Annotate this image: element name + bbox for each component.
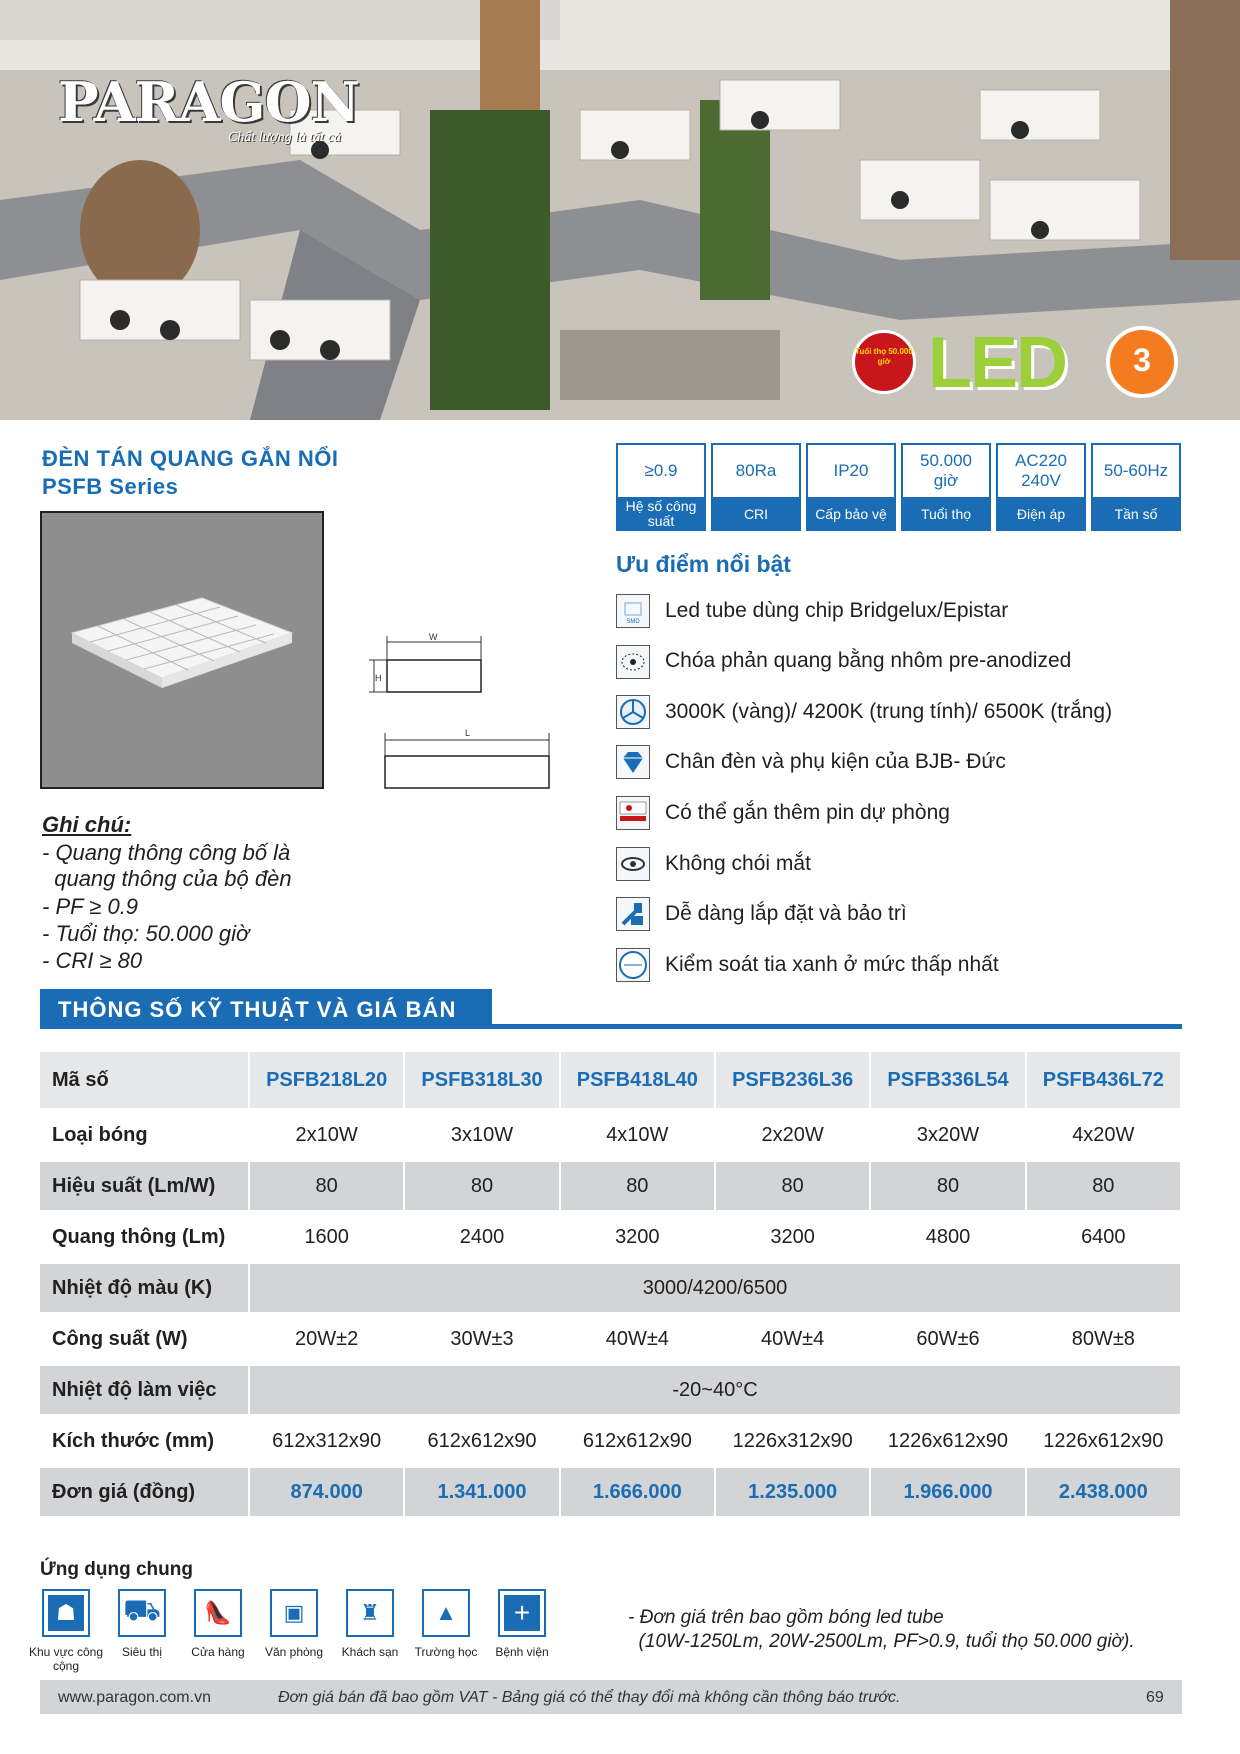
table-row <box>40 1162 1182 1213</box>
model-code: PSFB318L30 <box>405 1052 560 1111</box>
svg-text:SMD: SMD <box>626 619 640 625</box>
footer-disclaimer: Đơn giá bán đã bao gồm VAT - Bảng giá có thể thay đổi mà không cần thông báo trước. <box>278 1689 901 1706</box>
model-code: PSFB418L40 <box>561 1052 716 1111</box>
application-label: Cửa hàng <box>191 1645 245 1659</box>
color-temperature-icon <box>616 695 650 729</box>
reflector-icon <box>616 645 650 679</box>
table-row <box>40 1468 1182 1519</box>
table-cell: 612x612x90 <box>561 1417 716 1468</box>
advantage-text: Chân đèn và phụ kiện của BJB- Đức <box>665 750 1006 773</box>
table-row <box>40 1213 1182 1264</box>
tools-icon <box>616 897 650 931</box>
table-cell: 80 <box>716 1162 871 1213</box>
section-divider <box>40 1024 1182 1029</box>
table-cell: 80 <box>405 1162 560 1213</box>
office-computer-icon: ▣ <box>270 1589 318 1637</box>
high-heel-icon: 👠 <box>194 1589 242 1637</box>
website-link[interactable]: www.paragon.com.vn <box>58 1689 211 1706</box>
table-cell: 80 <box>871 1162 1026 1213</box>
shopping-cart-icon: ⛟ <box>118 1589 166 1637</box>
public-area-icon: ☗ <box>42 1589 90 1637</box>
smd-chip-icon <box>616 594 650 628</box>
application-label: Khách sạn <box>341 1645 399 1659</box>
model-code: PSFB236L36 <box>716 1052 871 1111</box>
spec-label: Tần số <box>1093 497 1179 531</box>
length-label: L <box>465 728 471 738</box>
table-cell: 80 <box>561 1162 716 1213</box>
table-cell: 3200 <box>716 1213 871 1264</box>
table-cell: 4x10W <box>561 1111 716 1162</box>
note-line: - PF ≥ 0.9 <box>42 894 139 919</box>
advantage-text: Không chói mắt <box>665 852 811 875</box>
spec-label: CRI <box>713 497 799 531</box>
table-cell: 1600 <box>250 1213 405 1264</box>
price-cell: 874.000 <box>250 1468 405 1519</box>
table-cell: 1226x612x90 <box>1027 1417 1182 1468</box>
price-cell: 1.666.000 <box>561 1468 716 1519</box>
product-photo <box>40 511 324 789</box>
hotel-waiter-icon: ♜ <box>346 1589 394 1637</box>
led-logo: LED <box>928 323 1066 403</box>
table-cell: 80 <box>250 1162 405 1213</box>
spec-value: 50.000 giờ <box>920 451 972 490</box>
spec-power-factor <box>616 443 706 531</box>
advantage-text: Led tube dùng chip Bridgelux/Epistar <box>665 599 1009 622</box>
price-cell: 1.341.000 <box>405 1468 560 1519</box>
table-cell: 3x10W <box>405 1111 560 1162</box>
application-label: Siêu thị <box>121 1645 163 1659</box>
advantage-text: Có thể gắn thêm pin dự phòng <box>665 801 950 824</box>
row-header: Mã số <box>40 1052 250 1111</box>
table-cell: 4800 <box>871 1213 1026 1264</box>
spec-label: Điện áp <box>998 497 1084 531</box>
table-cell: 1226x312x90 <box>716 1417 871 1468</box>
spec-value: 80Ra <box>735 461 777 480</box>
price-note-line: (10W-1250Lm, 20W-2500Lm, PF>0.9, tuổi thọ 50.000 giờ). <box>628 1631 1135 1652</box>
table-cell: 2x20W <box>716 1111 871 1162</box>
spec-voltage <box>996 443 1086 531</box>
emergency-battery-icon <box>616 796 650 830</box>
table-cell: 40W±4 <box>716 1315 871 1366</box>
dimension-drawing <box>365 630 555 790</box>
table-row <box>40 1366 1182 1417</box>
product-series: PSFB Series <box>42 474 179 499</box>
table-header-row <box>40 1052 1182 1111</box>
model-code: PSFB436L72 <box>1027 1052 1182 1111</box>
table-cell: 4x20W <box>1027 1111 1182 1162</box>
width-label: W <box>429 632 438 642</box>
row-header: Nhiệt độ màu (K) <box>40 1264 250 1315</box>
advantage-text: Kiểm soát tia xanh ở mức thấp nhất <box>665 953 999 976</box>
height-label: H <box>375 673 382 683</box>
table-cell: 30W±3 <box>405 1315 560 1366</box>
spec-value: IP20 <box>833 461 869 480</box>
table-cell: 20W±2 <box>250 1315 405 1366</box>
table-row <box>40 1417 1182 1468</box>
table-cell: 2400 <box>405 1213 560 1264</box>
row-header: Loại bóng <box>40 1111 250 1162</box>
note-line: - Tuổi thọ: 50.000 giờ <box>42 921 250 946</box>
spec-label: Tuổi thọ <box>903 497 989 531</box>
table-cell: 3x20W <box>871 1111 1026 1162</box>
table-row <box>40 1315 1182 1366</box>
table-cell: 6400 <box>1027 1213 1182 1264</box>
table-cell: 40W±4 <box>561 1315 716 1366</box>
blue-light-filter-icon <box>616 948 650 982</box>
spec-cri <box>711 443 801 531</box>
diamond-icon <box>616 745 650 779</box>
row-header: Kích thước (mm) <box>40 1417 250 1468</box>
row-header: Đơn giá (đồng) <box>40 1468 250 1519</box>
hospital-cross-icon: + <box>498 1589 546 1637</box>
row-header: Quang thông (Lm) <box>40 1213 250 1264</box>
note-line: quang thông của bộ đèn <box>42 866 292 891</box>
table-cell: 612x612x90 <box>405 1417 560 1468</box>
warranty-badge: 3 <box>1106 326 1178 398</box>
model-code: PSFB218L20 <box>250 1052 405 1111</box>
advantage-text: Dễ dàng lắp đặt và bảo trì <box>665 902 907 925</box>
spec-lifetime <box>901 443 991 531</box>
ceiling-light-fixture-image <box>42 513 322 787</box>
row-header: Nhiệt độ làm việc <box>40 1366 250 1417</box>
table-cell: 2x10W <box>250 1111 405 1162</box>
advantages-heading: Ưu điểm nổi bật <box>616 551 791 577</box>
merged-cell: 3000/4200/6500 <box>250 1264 1182 1315</box>
price-cell: 1.235.000 <box>716 1468 871 1519</box>
price-cell: 2.438.000 <box>1027 1468 1182 1519</box>
spec-value: AC220 240V <box>1015 451 1067 490</box>
application-label: Bệnh viện <box>495 1645 549 1659</box>
row-header: Hiệu suất (Lm/W) <box>40 1162 250 1213</box>
application-label: Khu vực công cộng <box>28 1645 104 1673</box>
application-label: Trường học <box>414 1645 478 1659</box>
price-note-line: - Đơn giá trên bao gồm bóng led tube <box>628 1607 944 1628</box>
table-row <box>40 1111 1182 1162</box>
product-title: ĐÈN TÁN QUANG GẮN NỔI <box>42 446 339 471</box>
merged-cell: -20~40°C <box>250 1366 1182 1417</box>
price-note <box>628 1606 1135 1654</box>
spec-frequency <box>1091 443 1181 531</box>
spec-value: ≥0.9 <box>644 461 678 480</box>
table-row <box>40 1264 1182 1315</box>
spec-label: Cấp bảo vệ <box>808 497 894 531</box>
price-cell: 1.966.000 <box>871 1468 1026 1519</box>
advantage-text: Chóa phản quang bằng nhôm pre-anodized <box>665 649 1072 672</box>
table-cell: 1226x612x90 <box>871 1417 1026 1468</box>
application-label: Văn phòng <box>264 1645 324 1659</box>
table-cell: 3200 <box>561 1213 716 1264</box>
note-line: - CRI ≥ 80 <box>42 948 143 973</box>
section-title: THÔNG SỐ KỸ THUẬT VÀ GIÁ BÁN <box>40 989 492 1027</box>
notes-heading: Ghi chú: <box>42 812 132 837</box>
advantage-text: 3000K (vàng)/ 4200K (trung tính)/ 6500K (trắng) <box>665 700 1113 723</box>
row-header: Công suất (W) <box>40 1315 250 1366</box>
paragon-logo: PARAGON <box>58 70 359 134</box>
table-cell: 60W±6 <box>871 1315 1026 1366</box>
brand-slogan: Chất lượng là tất cả <box>228 130 342 145</box>
eye-icon <box>616 847 650 881</box>
table-cell: 612x312x90 <box>250 1417 405 1468</box>
graduation-cap-icon: ▲ <box>422 1589 470 1637</box>
lifetime-badge: Tuổi thọ 50.000 giờ <box>852 330 916 394</box>
model-code: PSFB336L54 <box>871 1052 1026 1111</box>
spec-ip-rating <box>806 443 896 531</box>
spec-value: 50-60Hz <box>1103 461 1169 480</box>
table-cell: 80W±8 <box>1027 1315 1182 1366</box>
page-number: 69 <box>1146 1689 1164 1706</box>
table-cell: 80 <box>1027 1162 1182 1213</box>
applications-heading: Ứng dụng chung <box>40 1559 193 1580</box>
spec-label: Hệ số công suất <box>618 497 704 531</box>
spec-price-table <box>40 1052 1182 1519</box>
note-line: - Quang thông công bố là <box>42 840 291 865</box>
